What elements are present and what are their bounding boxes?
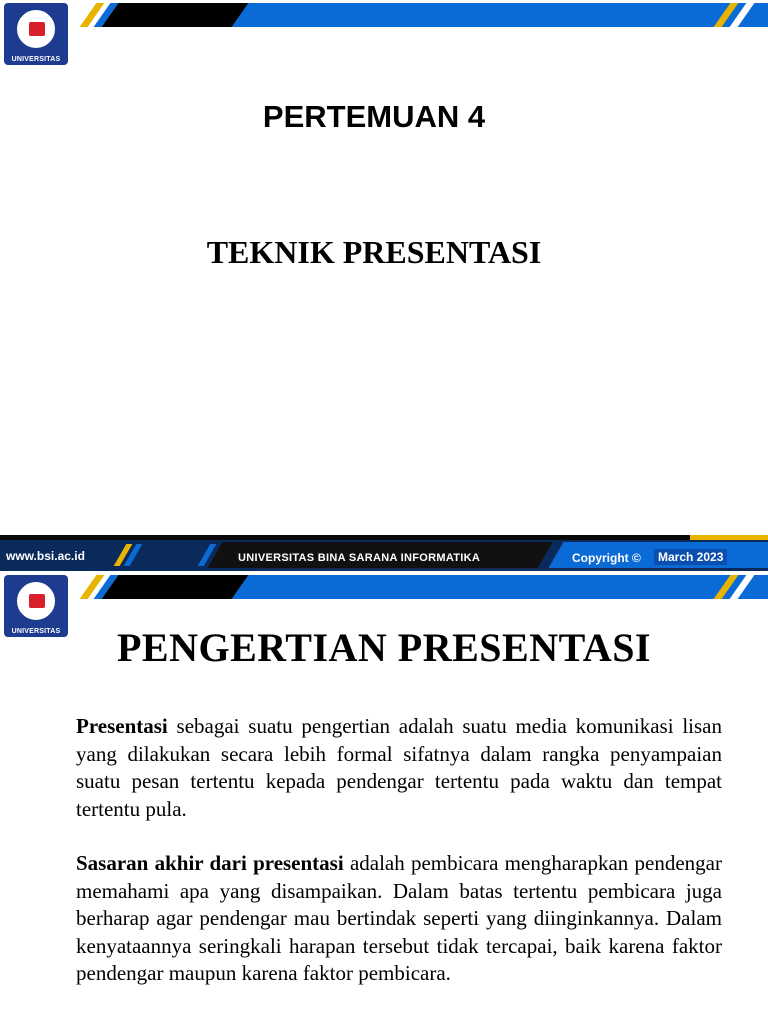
logo-label: UNIVERSITAS [11,56,61,63]
footer-copyright: Copyright © [572,551,641,565]
footer-date: March 2023 [654,549,727,565]
slide-2 [0,572,768,1024]
logo-label: UNIVERSITAS [11,628,61,635]
paragraph-definition [76,713,722,823]
top-decorative-bar [0,0,768,30]
paragraph-goal [76,850,722,988]
footer-university: UNIVERSITAS BINA SARANA INFORMATIKA [238,552,481,564]
paragraph-text: sebagai suatu pengertian adalah suatu media komunikasi lisan yang dilakukan secara lebih formal sifatnya dalam rangka penyampaian suatu pesan tertentu kepada pendengar tertentu pada waktu dan tempat tertentu pula. [76,714,722,821]
logo-emblem-icon [14,7,58,51]
paragraph-term: Sasaran akhir dari presentasi [76,851,344,875]
top-decorative-bar [0,572,768,602]
university-logo [4,3,68,65]
paragraph-term: Presentasi [76,714,168,738]
slide-subtitle: TEKNIK PRESENTASI [206,234,542,270]
slide-title: PENGERTIAN PRESENTASI [116,625,651,670]
paragraph-text: adalah pembicara mengharapkan pendengar memahami apa yang disampaikan. Dalam batas tertentu pembicara juga berharap agar pendengar mau bertindak seperti yang diinginkannya. Dalam kenyataannya seringkali harapan tersebut tidak tercapai, baik karena faktor pendengar maupun karena faktor pembicara. [76,851,722,985]
footer-url: www.bsi.ac.id [6,549,85,563]
logo-emblem-icon [14,579,58,623]
slide-footer [0,532,768,572]
slide-title: PERTEMUAN 4 [262,99,486,134]
